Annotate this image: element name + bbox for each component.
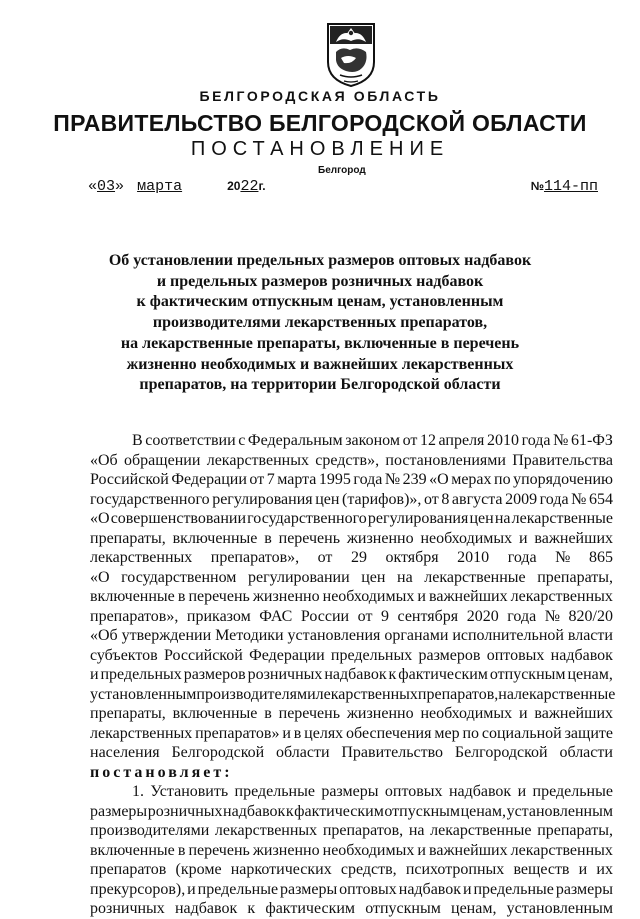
word: от [402, 432, 418, 449]
word: года [539, 490, 569, 508]
word: Белгородской [454, 744, 548, 761]
title-line: жизненно необходимых и важнейших лекарственных [126, 355, 514, 373]
body-line [90, 665, 613, 685]
body-line [90, 529, 613, 549]
word: препараты, [537, 568, 613, 586]
government-title: ПРАВИТЕЛЬСТВО БЕЛГОРОДСКОЙ ОБЛАСТИ [53, 110, 587, 136]
document-type: ПОСТАНОВЛЕНИЕ [190, 138, 450, 160]
word: препаратов, [322, 822, 404, 839]
word: установленным [506, 900, 613, 917]
decree-title [70, 251, 570, 396]
item-line [90, 880, 613, 900]
word: в [264, 529, 272, 547]
word: жизненно [252, 588, 320, 605]
word: государственном [121, 568, 237, 586]
word: лекарственные [424, 568, 526, 586]
word: приказом [186, 607, 251, 625]
word: надбавок [324, 666, 387, 683]
word: от [424, 490, 439, 508]
word: сентября [397, 607, 459, 625]
word: «Об [90, 451, 118, 469]
word: на [494, 510, 511, 527]
word: соответствии [145, 432, 236, 449]
word: фактическим [265, 900, 356, 917]
word: веществ [513, 861, 570, 878]
word: включенные [90, 588, 175, 605]
word: лекарственных [206, 451, 309, 469]
word: 29 [350, 549, 367, 566]
word: ФАС [259, 607, 293, 625]
word: средств, [340, 861, 397, 878]
word: лекарственных [315, 685, 418, 703]
word: марта [277, 471, 317, 488]
word: перечень [278, 705, 341, 722]
word: лекарственные [513, 685, 616, 703]
word: и [462, 880, 472, 898]
word: утверждении [121, 627, 212, 644]
word: 12 [419, 432, 436, 449]
word: постановлениями [385, 451, 506, 469]
body-line [90, 724, 613, 744]
body-line [90, 607, 613, 627]
word: размеров [183, 666, 246, 683]
word: «О [429, 471, 449, 488]
word: предельных [330, 646, 413, 664]
word: перечень [188, 588, 250, 605]
word: Установить [150, 783, 229, 800]
word: лекарственные [511, 510, 613, 527]
body-line [90, 470, 613, 490]
word: 2009 [505, 490, 538, 508]
word: 1995 [318, 471, 351, 488]
word: необходимых [322, 588, 415, 605]
number-value: 114-пп [543, 178, 598, 195]
word: Правительство [341, 744, 444, 761]
word: 9 [380, 607, 389, 625]
word: упорядочению [513, 471, 613, 488]
word: предельные [234, 783, 315, 800]
word: их [596, 861, 613, 878]
word: лекарственные [430, 822, 532, 839]
word: препаратов» [195, 724, 280, 742]
word: необходимых [420, 529, 513, 547]
word: и [417, 588, 426, 605]
item-line [90, 860, 613, 880]
region-name: БЕЛГОРОДСКАЯ ОБЛАСТЬ [199, 88, 441, 104]
word: цен [315, 490, 340, 508]
city-name: Белгород [318, 165, 366, 176]
number-sign: № [530, 179, 544, 193]
word: отпускным [384, 802, 461, 820]
word: психотропных [405, 861, 505, 878]
word: ценам, [567, 666, 613, 683]
word: размеры [555, 880, 613, 898]
word: целях [304, 724, 344, 742]
word: Российской [163, 646, 243, 664]
word: органами [384, 627, 449, 644]
resolves-text: постановляет: [90, 763, 233, 781]
decree-body [90, 431, 616, 919]
word: государственного [90, 490, 210, 508]
word: препараты, [537, 822, 613, 839]
item-line [90, 782, 613, 802]
word: власти [567, 627, 613, 644]
item-line [90, 899, 613, 919]
word: от [249, 471, 265, 488]
title-line: препаратов, на территории Белгородской области [139, 376, 501, 394]
word: населения [90, 744, 160, 761]
date-year-abbr: г. [258, 179, 266, 193]
resolves-word [90, 763, 613, 783]
word: включенные [172, 705, 258, 722]
word: и [578, 861, 588, 878]
word: отпускным [489, 666, 566, 683]
word: 865 [588, 549, 613, 566]
body-line [90, 646, 613, 666]
word: апреля [438, 432, 485, 449]
word: № [555, 549, 571, 566]
item-line [90, 841, 613, 861]
word: октября [385, 549, 439, 566]
word: на [397, 568, 413, 586]
word: фактическим [294, 802, 384, 820]
word: и [417, 841, 426, 859]
word: цен [469, 510, 494, 527]
word: № [544, 607, 560, 625]
word: Методики [215, 627, 284, 644]
word: с [238, 432, 246, 449]
word: оптовых [384, 783, 443, 800]
word: на [498, 685, 514, 703]
word: по [462, 724, 479, 742]
title-line: и предельных размеров розничных надбавок [156, 272, 484, 290]
word: надбавок [174, 900, 238, 917]
word: препаратов», [90, 607, 179, 625]
coat-of-arms-emblem-icon [326, 22, 376, 88]
word: надбавок [398, 880, 462, 898]
date-open-quote: « [88, 178, 98, 195]
decree-number [531, 178, 598, 195]
word: августа [451, 490, 503, 508]
word: «О [90, 510, 110, 527]
body-line [90, 509, 613, 529]
word: важнейших [534, 529, 613, 547]
word: препараты, [90, 529, 166, 547]
word: области [559, 744, 613, 761]
word: препаратов, [417, 685, 499, 703]
word: «О [90, 568, 110, 586]
word: 7 [266, 471, 275, 488]
word: 8 [441, 490, 450, 508]
word: цен [361, 568, 386, 586]
word: ценам, [451, 900, 497, 917]
word: Правительства [512, 451, 613, 469]
word: жизненно [346, 705, 414, 722]
word: включенные [172, 529, 258, 547]
word: года [353, 471, 383, 488]
word: года [507, 549, 537, 566]
word: и [518, 529, 528, 547]
body-line [90, 685, 616, 705]
word: 2020 [466, 607, 499, 625]
word: (тарифов)», [342, 490, 422, 508]
word: Федерации [171, 471, 247, 488]
title-line: на лекарственные препараты, включенные в перечень [120, 334, 520, 352]
title-line: производителями лекарственных препаратов, [152, 314, 488, 332]
word: 239 [402, 471, 427, 488]
word: оптовых [339, 880, 397, 898]
word: регулирования [212, 490, 313, 508]
word: лекарственных [510, 841, 613, 859]
title-line: Об установлении предельных размеров оптовых надбавок [108, 252, 532, 269]
body-line [90, 548, 613, 568]
word: 1. [132, 783, 144, 800]
word: ценам, [460, 802, 507, 820]
body-line [90, 451, 613, 471]
word: производителями [196, 685, 316, 703]
word: и [517, 783, 527, 800]
word: необходимых [420, 705, 513, 722]
word: Российской [90, 471, 169, 488]
item-line [90, 821, 613, 841]
word: и [187, 880, 196, 898]
word: производителями [90, 822, 210, 839]
word: перечень [188, 841, 250, 859]
word: предельные [197, 880, 279, 898]
word: социальной [481, 724, 562, 742]
word: размеров [418, 646, 481, 664]
word: установленным [90, 685, 197, 703]
word: оптовых [486, 646, 545, 664]
date-day: 03 [97, 178, 116, 195]
word: 61-ФЗ [570, 432, 613, 449]
word: включенные [90, 841, 175, 859]
word: наркотических [230, 861, 332, 878]
word: обращении [124, 451, 201, 469]
body-line [90, 626, 613, 646]
word: законом [345, 432, 400, 449]
word: года [521, 432, 551, 449]
word: важнейших [429, 588, 508, 605]
word: предельных [100, 666, 182, 683]
word: средств», [315, 451, 380, 469]
word: размеры [90, 802, 148, 820]
word: предельные [473, 880, 554, 898]
date-year-suffix: 22 [240, 178, 259, 195]
word: регулировании [248, 568, 350, 586]
date-close-quote: » [115, 178, 125, 195]
word: 820/20 [568, 607, 613, 625]
word: регулирования [367, 510, 469, 527]
word: важнейших [534, 705, 613, 722]
word: от [357, 607, 373, 625]
word: № [571, 490, 587, 508]
word: розничных [147, 802, 223, 820]
word: перечень [278, 529, 341, 547]
word: к [388, 666, 397, 683]
body-line [90, 431, 613, 451]
word: в [177, 841, 186, 859]
word: № [553, 432, 569, 449]
word: жизненно [346, 529, 414, 547]
word: и [518, 705, 528, 722]
word: установленным [506, 802, 613, 820]
word: препараты, [90, 705, 166, 722]
word: препаратов [90, 861, 167, 878]
word: фактическим [398, 666, 488, 683]
word: установления [287, 627, 381, 644]
word: 654 [588, 490, 613, 508]
word: № [384, 471, 401, 488]
word: в [293, 724, 302, 742]
word: к [285, 802, 294, 820]
body-line [90, 704, 613, 724]
word: лекарственных [214, 822, 318, 839]
word: надбавок [550, 646, 613, 664]
word: 2010 [457, 549, 490, 566]
body-line [90, 743, 613, 763]
word: препаратов», [210, 549, 300, 566]
word: в [177, 588, 186, 605]
word: исполнительной [452, 627, 564, 644]
word: 2010 [487, 432, 519, 449]
word: отпускным [365, 900, 441, 917]
decree-date [88, 178, 266, 195]
word: по [494, 471, 511, 488]
word: субъектов [90, 646, 158, 664]
item-line [90, 802, 613, 822]
word: В [132, 432, 143, 449]
word: и [90, 666, 99, 683]
word: розничных [247, 666, 323, 683]
body-line [90, 490, 613, 510]
word: предельные [532, 783, 613, 800]
word: от [317, 549, 333, 566]
word: Белгородской [171, 744, 265, 761]
word: лекарственных [510, 588, 613, 605]
word: на [408, 822, 425, 839]
word: России [300, 607, 350, 625]
date-month: марта [137, 178, 183, 195]
word: важнейших [429, 841, 508, 859]
word: и [282, 724, 291, 742]
word: розничных [90, 900, 165, 917]
word: года [507, 607, 537, 625]
word: лекарственных [90, 549, 193, 566]
word: размеры [280, 880, 338, 898]
word: в [264, 705, 272, 722]
word: Федерации [249, 646, 325, 664]
date-year-prefix: 20 [227, 179, 241, 193]
word: мерах [451, 471, 492, 488]
word: обеспечения [346, 724, 432, 742]
word: «Об [90, 627, 118, 644]
word: области [276, 744, 330, 761]
word: Федеральным [247, 432, 343, 449]
body-line [90, 587, 613, 607]
word: размеры [321, 783, 379, 800]
word: государственного [247, 510, 367, 527]
word: лекарственных [90, 724, 193, 742]
word: надбавок [223, 802, 286, 820]
word: защите [564, 724, 613, 742]
word: прекурсоров), [90, 880, 186, 898]
word: жизненно [252, 841, 320, 859]
word: совершенствовании [110, 510, 247, 527]
word: мер [434, 724, 460, 742]
title-line: к фактическим отпускным ценам, установленным [136, 293, 504, 311]
word: к [247, 900, 256, 917]
word: (кроме [175, 861, 222, 878]
word: необходимых [322, 841, 415, 859]
body-line [90, 568, 613, 588]
word: надбавок [448, 783, 512, 800]
